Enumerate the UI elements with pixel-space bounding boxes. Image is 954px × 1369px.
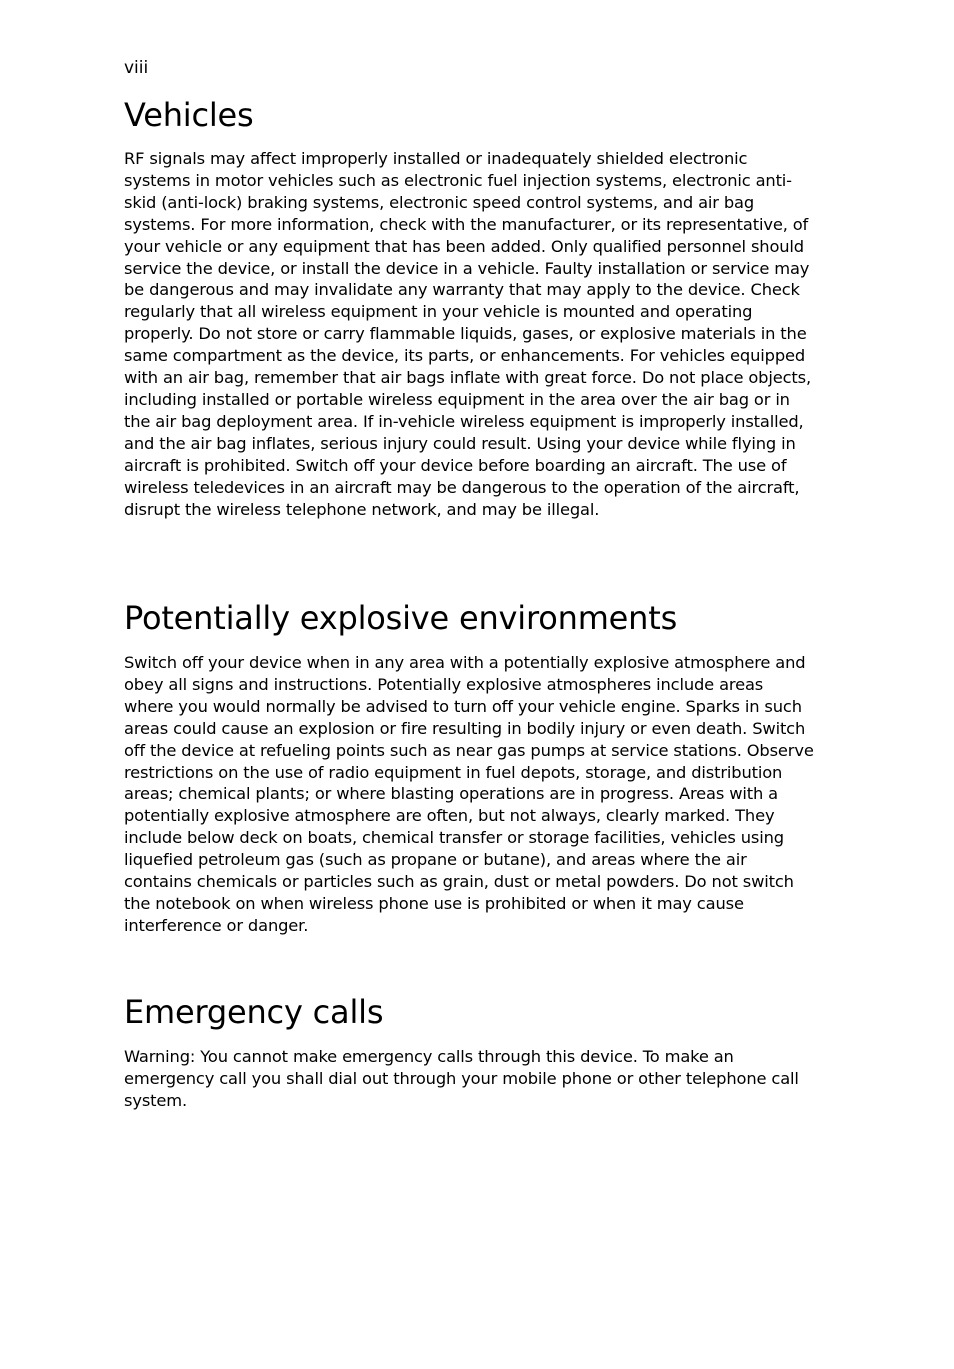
page-number: viii [124, 58, 149, 78]
section-body-vehicles: RF signals may affect improperly installed or inadequately shielded electronic systems in motor vehicles such as electronic fuel injection systems, electronic anti-skid (anti-lock) braking systems, electronic speed control systems, and air bag systems. For more information, check with the manufacturer, or its representative, of your vehicle or any equipment that has been added. Only qualified personnel should service the device, or install the device in a vehicle. Faulty installation or service may be dangerous and may invalidate any warranty that may apply to the device. Check regularly that all wireless equipment in your vehicle is mounted and operating properly. Do not store or carry flammable liquids, gases, or explosive materials in the same compartment as the device, its parts, or enhancements. For vehicles equipped with an air bag, remember that air bags inflate with great force. Do not place objects, including installed or portable wireless equipment in the area over the air bag or in the air bag deployment area. If in-vehicle wireless equipment is improperly installed, and the air bag inflates, serious injury could result. Using your device while flying in aircraft is prohibited. Switch off your device before boarding an aircraft. The use of wireless teledevices in an aircraft may be dangerous to the operation of the aircraft, disrupt the wireless telephone network, and may be illegal. [124, 149, 811, 519]
section-heading-emergency-calls: Emergency calls [124, 993, 384, 1031]
warning-text: You cannot make emergency calls through this device. To make an emergency call you shall dial out through your mobile phone or other telephone call system. [124, 1047, 799, 1110]
section-heading-explosive-environments: Potentially explosive environments [124, 599, 678, 637]
section-body-emergency-calls [124, 1046, 814, 1112]
section-heading-vehicles: Vehicles [124, 96, 254, 134]
section-body-explosive-environments: Switch off your device when in any area with a potentially explosive atmosphere and obey all signs and instructions. Potentially explosive atmospheres include areas where you would normally be advised to turn off your vehicle engine. Sparks in such areas could cause an explosion or fire resulting in bodily injury or even death. Switch off the device at refueling points such as near gas pumps at service stations. Observe restrictions on the use of radio equipment in fuel depots, storage, and distribution areas; chemical plants; or where blasting operations are in progress. Areas with a potentially explosive atmosphere are often, but not always, clearly marked. They include below deck on boats, chemical transfer or storage facilities, vehicles using liquefied petroleum gas (such as propane or butane), and areas where the air contains chemicals or particles such as grain, dust or metal powders. Do not switch the notebook on when wireless phone use is prohibited or when it may cause interference or danger. [124, 653, 814, 935]
warning-label: Warning: [124, 1047, 196, 1066]
